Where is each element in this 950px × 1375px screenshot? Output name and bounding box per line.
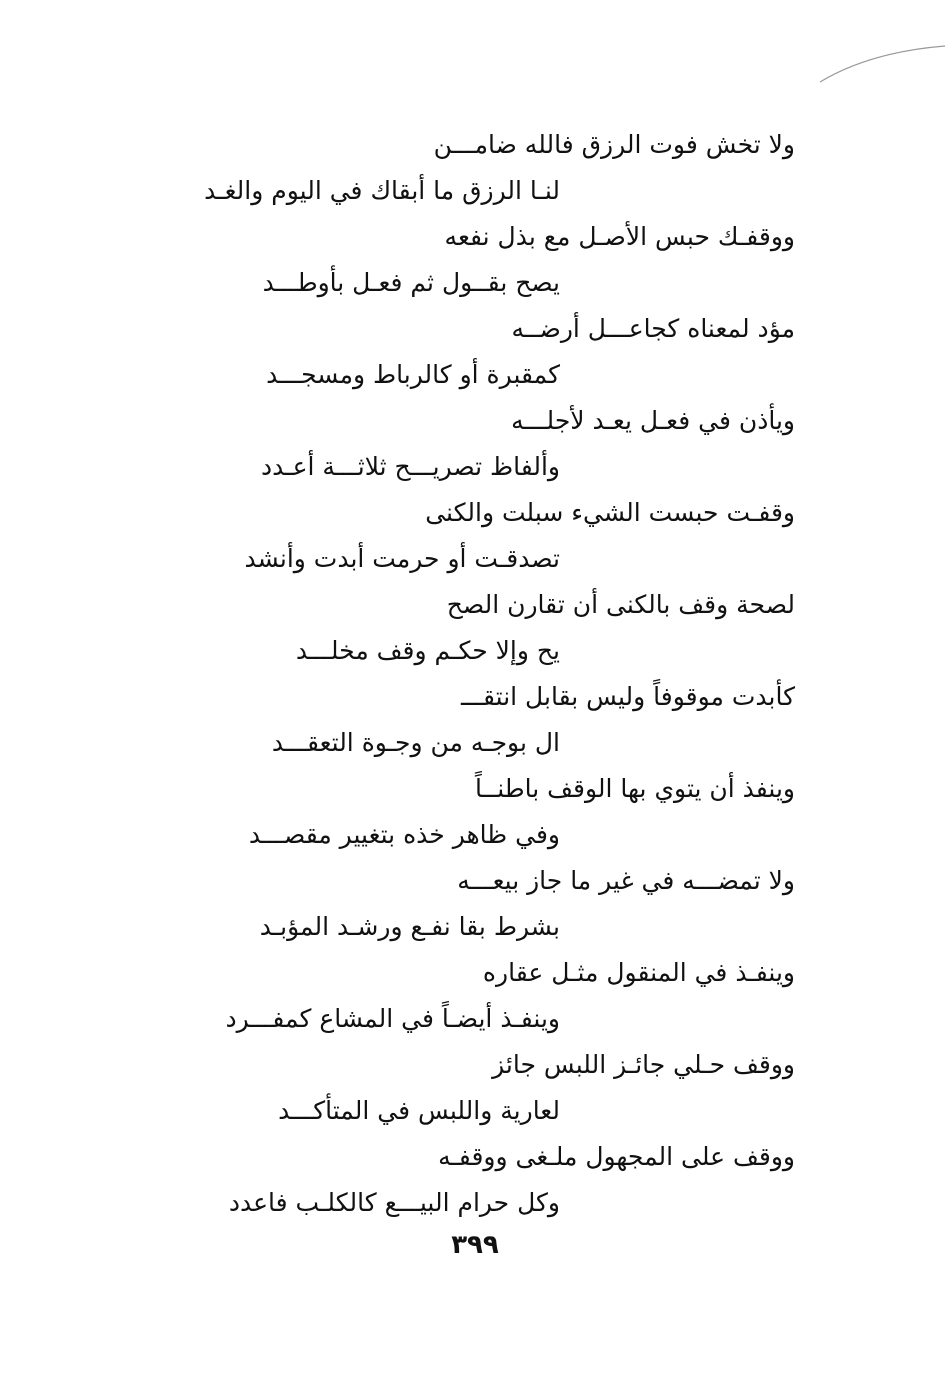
verse-line: كمقبرة أو كالرباط ومسجـــد [266,360,560,389]
verse-line: وينفذ أن يتوي بها الوقف باطنــاً [474,774,795,803]
verse-line: ولا تخش فوت الرزق فالله ضامـــن [433,130,795,159]
verse-line: وكل حرام البيـــع كالكلـب فاعدد [228,1188,560,1217]
verse-line: كأبدت موقوفاً وليس بقابل انتقـــ [461,682,795,711]
verse-line: وألفاظ تصريـــح ثلاثـــة أعـدد [260,452,560,481]
verse-line: يح وإلا حكـم وقف مخلـــد [295,636,560,665]
verse-line: لعارية واللبس في المتأكـــد [278,1096,560,1125]
verse-line: ولا تمضـــه في غير ما جاز بيعـــه [457,866,795,895]
verse-line: وقفـت حبست الشيء سبلت والكنى [425,498,795,527]
verse-line: وفي ظاهر خذه بتغيير مقصـــد [248,820,560,849]
verse-line: ووقفـك حبس الأصـل مع بذل نفعه [444,222,795,251]
verse-line: يصح بقــول ثم فعـل بأوطـــد [262,268,560,297]
verse-line: ووقف على المجهول ملـغى ووقفـه [438,1142,795,1171]
verse-line: وينفـذ في المنقول مثـل عقاره [482,958,795,987]
verse-line: ال بوجـه من وجـوة التعقـــد [271,728,560,757]
page-corner-mark [810,40,950,110]
verse-line: مؤد لمعناه كجاعـــل أرضــه [511,314,795,343]
page-number: ٣٩٩ [451,1230,499,1260]
verse-line: ووقف حـلي جائـز اللبس جائز [492,1050,795,1079]
verse-line: لنـا الرزق ما أبقاك في اليوم والغـد [204,176,560,205]
verse-line: ويأذن في فعـل يعـد لأجلـــه [511,406,795,435]
verse-line: تصدقـت أو حرمت أبدت وأنشد [244,544,560,573]
verse-line: وينفـذ أيضـاً في المشاع كمفـــرد [225,1004,560,1033]
verse-line: بشرط بقا نفـع ورشـد المؤبـد [259,912,560,941]
verse-line: لصحة وقف بالكنى أن تقارن الصح [446,590,795,619]
